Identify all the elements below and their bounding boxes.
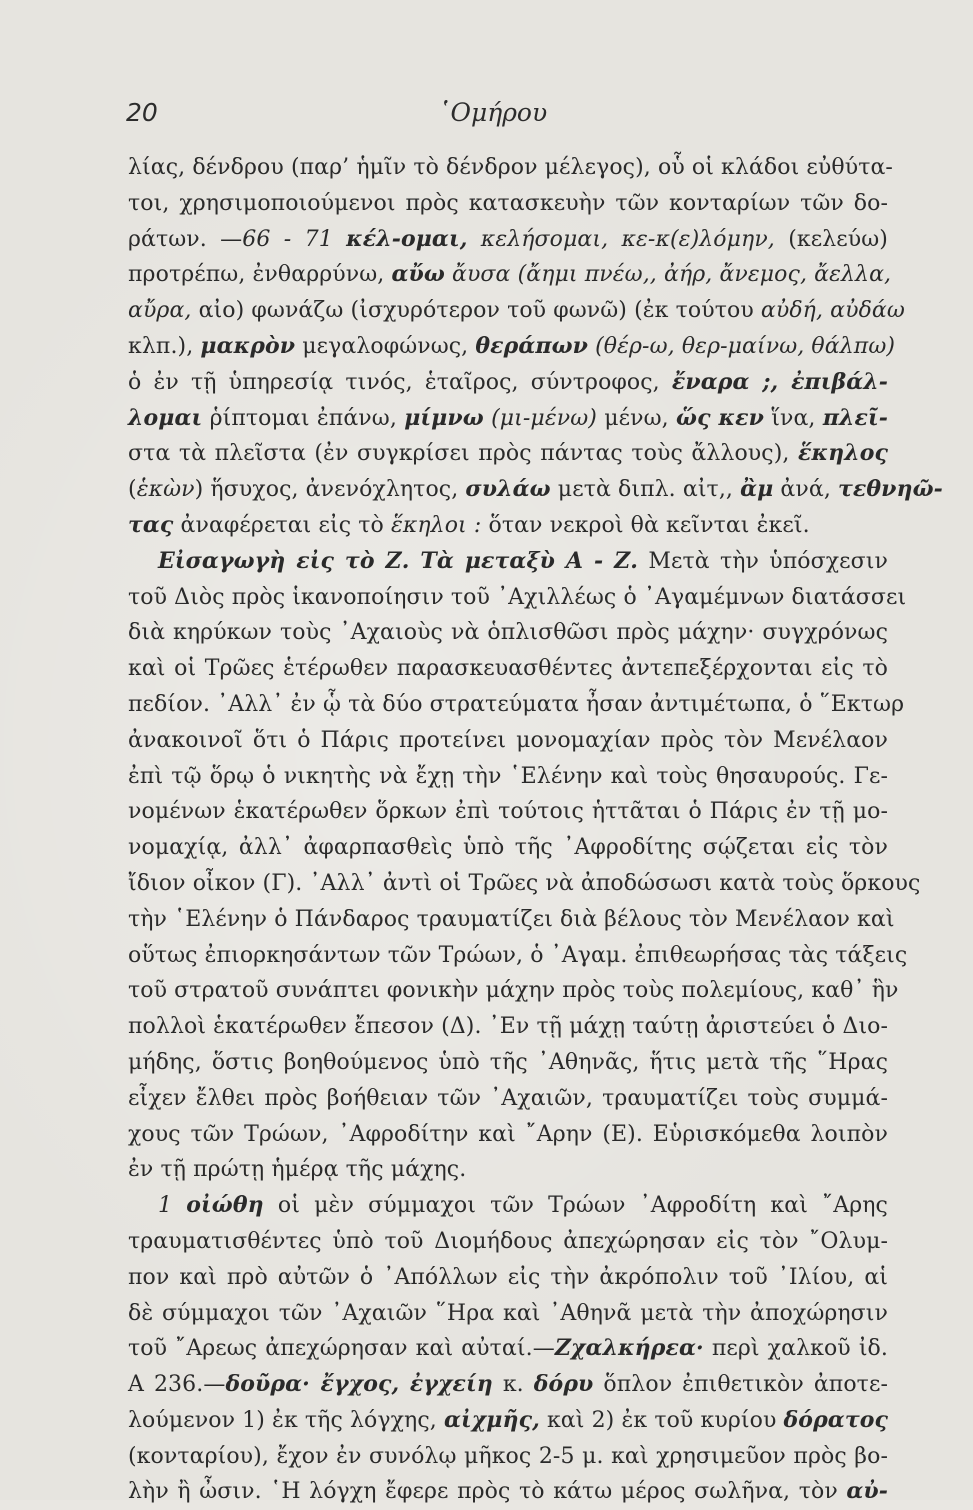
emphasis-term: οἰώθη <box>186 1192 264 1219</box>
text-run: νομένων ἑκατέρωθεν ὅρκων ἐπὶ τούτοις ἡττᾶται ὁ Πάρις ἐν τῇ μο- <box>128 799 888 825</box>
text-line <box>128 1081 888 1117</box>
text-line <box>128 902 895 938</box>
text-run: ὅπλον ἐπιθετικὸν ἀποτε- <box>593 1372 888 1398</box>
text-line <box>128 257 892 293</box>
text-run: ἀνακοινοῖ ὅτι ὁ Πάρις προτείνει μονομαχίαν πρὸς τὸν Μενέλαον <box>128 727 888 753</box>
text-line <box>128 1331 888 1367</box>
text-run: (κελεύω) <box>774 226 888 252</box>
text-run: εἶχεν ἔλθει πρὸς βοήθειαν τῶν ᾿Αχαιῶν, τραυματίζει τοὺς συμμά- <box>128 1085 888 1111</box>
text-line <box>128 794 888 830</box>
text-run <box>467 227 480 252</box>
text-line <box>128 1045 888 1081</box>
text-line <box>128 1188 888 1224</box>
emphasis-term: αὔω <box>391 261 445 288</box>
emphasis-term: 66 - 71 <box>242 226 333 252</box>
text-line <box>128 365 888 401</box>
emphasis-term: ἄυσα (ἄημι πνέω,, ἀήρ, ἄνεμος, ἄελλα, <box>452 262 892 288</box>
emphasis-term: θεράπων <box>475 332 588 359</box>
emphasis-term: κέλ-ομαι, <box>346 225 468 252</box>
text-run <box>484 406 491 431</box>
text-run: μετὰ διπλ. αἰτ,, <box>550 477 741 503</box>
text-line <box>128 723 888 759</box>
emphasis-term: ἑκὼν <box>136 477 195 503</box>
emphasis-term: κελήσομαι, κε-κ(ε)λόμην, <box>480 226 775 252</box>
text-run: μένω, <box>596 405 677 431</box>
text-run: ἵνα, <box>763 405 823 431</box>
text-line <box>128 1296 888 1332</box>
text-line <box>128 329 896 365</box>
emphasis-term: λομαι <box>128 404 203 431</box>
text-line <box>128 1260 888 1296</box>
text-run: (κονταρίου), ἔχον ἐν συνόλῳ μῆκος 2-5 μ. καὶ χρησιμεῦον πρὸς βο- <box>128 1443 888 1469</box>
emphasis-term: (μι-μένω) <box>491 405 597 431</box>
text-run: αἰο) φωνάζω (ἰσχυρότερον τοῦ φωνῶ) (ἐκ τούτου <box>191 298 761 324</box>
text-run <box>333 227 346 252</box>
text-line <box>128 472 943 508</box>
text-line <box>128 222 888 258</box>
text-run: οἱ μὲν σύμμαχοι τῶν Τρώων ᾿Αφροδίτη καὶ ῎Αρης <box>263 1193 888 1219</box>
text-line <box>128 651 888 687</box>
emphasis-term: πλεῖ- <box>822 404 888 431</box>
text-run: χους τῶν Τρώων, ᾿Αφροδίτην καὶ ῎Αρην (Ε). Εὑρισκόμεθα λοιπὸν <box>128 1121 888 1147</box>
text-run: ὁ ἐν τῇ ὑπηρεσίᾳ τινός, ἑταῖρος, σύντροφος, <box>128 369 672 395</box>
emphasis-term: 1 <box>158 1193 187 1219</box>
text-run: καὶ οἱ Τρῶες ἑτέρωθεν παρασκευασθέντες ἀντεπεξέρχονται εἰς τὸ <box>128 656 888 682</box>
emphasis-term: Ζχαλκήρεα· <box>554 1335 704 1362</box>
text-line <box>128 830 888 866</box>
running-title: ῾Ομήρου <box>438 98 548 127</box>
emphasis-term: αὐ- <box>846 1478 888 1505</box>
text-run: ἐπὶ τῷ ὅρῳ ὁ νικητὴς νὰ ἔχῃ τὴν ῾Ελένην καὶ τοὺς θησαυρούς. Γε- <box>128 763 888 789</box>
text-line <box>128 973 899 1009</box>
emphasis-term: τας <box>128 511 174 538</box>
text-line <box>128 508 888 544</box>
text-line <box>128 150 893 186</box>
emphasis-term: μακρὸν <box>200 332 296 359</box>
text-run: μεγαλοφώνως, <box>295 333 476 359</box>
emphasis-term: αἰχμῆς, <box>443 1406 540 1433</box>
emphasis-term: μίμνω <box>404 404 484 431</box>
text-run: μήδης, ὅστις βοηθούμενος ὑπὸ τῆς ᾿Αθηνᾶς, ἥτις μετὰ τῆς ῞Ηρας <box>128 1049 888 1075</box>
text-run: τραυματισθέντες ὑπὸ τοῦ Διομήδους ἀπεχώρησαν εἰς τὸν ῎Ολυμ- <box>128 1228 888 1254</box>
emphasis-term: ἕκηλος <box>798 440 888 467</box>
text-line <box>128 580 907 616</box>
text-line <box>128 615 888 651</box>
text-run: οὕτως ἐπιορκησάντων τῶν Τρώων, ὁ ᾿Αγαμ. ἐπιθεωρήσας τὰς τάξεις <box>128 942 908 968</box>
text-run: κ. <box>492 1372 534 1398</box>
emphasis-term: (θέρ-ω, θερ-μαίνω, θάλπω) <box>595 333 896 359</box>
text-run: τὴν ῾Ελένην ὁ Πάνδαρος τραυματίζει διὰ βέλους τὸν Μενέλαον καὶ <box>128 906 895 932</box>
text-run: Α 236.— <box>128 1372 226 1398</box>
text-run: τοῦ Διὸς πρὸς ἱκανοποίησιν τοῦ ᾿Αχιλλέως ὁ ᾿Αγαμέμνων διατάσσει <box>128 584 907 610</box>
text-run: ἀνά, <box>773 477 839 503</box>
text-line <box>128 759 888 795</box>
text-run: ὅταν νεκροὶ θὰ κεῖνται ἐκεῖ. <box>481 512 810 538</box>
text-run: περὶ χαλκοῦ ἰδ. <box>703 1336 888 1362</box>
text-run: Μετὰ τὴν ὑπόσχεσιν <box>638 548 888 574</box>
text-run: ) ἥσυχος, ἀνενόχλητος, <box>194 477 466 503</box>
commentary-text <box>128 150 943 1510</box>
emphasis-term: ἔναρα ;, ἐπιβάλ- <box>671 368 888 395</box>
text-run: λίας, δένδρου (παρ’ ἡμῖν τὸ δένδρον μέλεγος), οὗ οἱ κλάδοι εὐθύτα- <box>128 155 893 180</box>
emphasis-term: ἂμ <box>740 476 774 503</box>
emphasis-term: Εἰσαγωγὴ εἰς τὸ Ζ. Τὰ μεταξὺ Α - Ζ. <box>158 547 639 574</box>
text-run <box>445 262 452 287</box>
page-number: 20 <box>126 98 158 127</box>
page-header <box>0 94 973 134</box>
emphasis-term: συλάω <box>465 476 551 503</box>
text-run: πολλοὶ ἑκατέρωθεν ἔπεσον (Δ). ᾿Εν τῇ μάχῃ ταύτῃ ἀριστεύει ὁ Διο- <box>128 1014 889 1040</box>
text-run: ράτων. — <box>128 226 243 252</box>
text-run: λούμενον 1) ἐκ τῆς λόγχης, <box>128 1407 444 1433</box>
text-line <box>128 866 921 902</box>
text-line <box>128 1117 888 1153</box>
emphasis-term: δοῦρα· ἔγχος, ἐγχείη <box>225 1371 493 1398</box>
text-run: τοῦ στρατοῦ συνάπτει φονικὴν μάχην πρὸς τοὺς πολεμίους, καθ᾿ ἣν <box>128 978 899 1004</box>
text-line <box>128 401 888 437</box>
text-run: ἀναφέρεται εἰς τὸ <box>173 512 391 538</box>
text-run: προτρέπω, ἐνθαρρύνω, <box>128 262 392 288</box>
emphasis-term: ὥς κεν <box>676 404 764 431</box>
text-run: στα τὰ πλεῖστα (ἐν συγκρίσει πρὸς πάντας τοὺς ἄλλους), <box>128 441 799 467</box>
emphasis-term: δόρατος <box>783 1406 888 1433</box>
text-run: καὶ 2) ἐκ τοῦ κυρίου <box>539 1407 784 1433</box>
text-line <box>128 1009 888 1045</box>
emphasis-term: αὔρα, <box>128 298 192 324</box>
text-run: ( <box>128 477 137 503</box>
text-run: τοῦ ῎Αρεως ἀπεχώρησαν καὶ αὐταί.— <box>128 1336 555 1362</box>
text-run: πεδίον. ᾿Αλλ᾿ ἐν ᾧ τὰ δύο στρατεύματα ἦσαν ἀντιμέτωπα, ὁ ῞Εκτωρ <box>128 691 905 717</box>
text-line <box>128 293 905 329</box>
text-line <box>128 544 888 580</box>
text-line <box>128 1367 888 1403</box>
text-line <box>128 1152 888 1188</box>
text-run: διὰ κηρύκων τοὺς ᾿Αχαιοὺς νὰ ὁπλισθῶσι πρὸς μάχην· συγχρόνως <box>128 620 888 646</box>
text-run: πον καὶ πρὸ αὐτῶν ὁ ᾿Απόλλων εἰς τὴν ἀκρόπολιν τοῦ ᾿Ιλίου, αἱ <box>128 1264 888 1290</box>
text-run: κλπ.), <box>128 333 201 359</box>
text-run: τοι, χρησιμοποιούμενοι πρὸς κατασκευὴν τῶν κονταρίων τῶν δο- <box>128 190 888 216</box>
text-run: ἴδιον οἶκον (Γ). ᾿Αλλ᾿ ἀντὶ οἱ Τρῶες νὰ ἀποδώσωσι κατὰ τοὺς ὅρκους <box>128 870 921 896</box>
text-run: ἐν τῇ πρώτῃ ἡμέρᾳ τῆς μάχης. <box>128 1157 467 1183</box>
text-run: δὲ σύμμαχοι τῶν ᾿Αχαιῶν ῞Ηρα καὶ ᾿Αθηνᾶ μετὰ τὴν ἀποχώρησιν <box>128 1300 888 1326</box>
text-line <box>128 1224 888 1260</box>
text-line <box>128 1474 888 1510</box>
text-line <box>128 186 888 222</box>
text-line <box>128 1439 888 1475</box>
emphasis-term: ἕκηλοι : <box>390 512 482 538</box>
emphasis-term: αὐδή, αὐδάω <box>760 298 905 324</box>
text-run: λὴν ἢ ὦσιν. ῾Η λόγχη ἔφερε πρὸς τὸ κάτω μέρος σωλῆνα, τὸν <box>128 1479 847 1505</box>
text-run: ῥίπτομαι ἐπάνω, <box>202 405 405 431</box>
text-line <box>128 687 905 723</box>
text-line <box>128 436 888 472</box>
text-line <box>128 1403 888 1439</box>
emphasis-term: δόρυ <box>533 1371 594 1398</box>
text-line <box>128 938 908 974</box>
emphasis-term: τεθνηῶ- <box>838 476 943 503</box>
text-run: νομαχίᾳ, ἀλλ᾿ ἀφαρπασθεὶς ὑπὸ τῆς ᾿Αφροδίτης σῴζεται εἰς τὸν <box>128 835 888 861</box>
